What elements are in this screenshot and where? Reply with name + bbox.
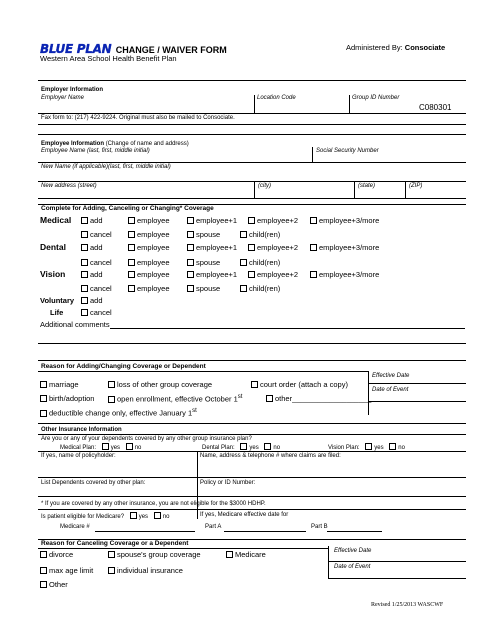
marriage-checkbox[interactable]: marriage (40, 380, 79, 389)
checkbox-icon (310, 217, 317, 224)
medical-cancel-children-checkbox[interactable]: child(ren) (240, 230, 280, 239)
medicare-eligible-yes[interactable]: yes (130, 514, 148, 520)
loss-coverage-checkbox[interactable]: loss of other group coverage (108, 380, 212, 389)
part-b-field[interactable] (327, 531, 382, 532)
medical-add-checkbox[interactable]: add (81, 216, 103, 225)
checkbox-icon (126, 443, 133, 450)
reason-cancel-section-title: Reason for Canceling Coverage or a Dependent (41, 540, 189, 547)
checkbox-icon (389, 443, 396, 450)
checkbox-icon (248, 217, 255, 224)
administered-label: Administered By: (346, 43, 403, 52)
cancel-other-checkbox[interactable]: Other (40, 580, 68, 589)
checkbox-icon (81, 271, 88, 278)
medical-cancel-spouse-checkbox[interactable]: spouse (187, 230, 220, 239)
dental-cancel-children-checkbox[interactable]: child(ren) (240, 258, 280, 267)
dental-plan-yes[interactable]: yes (240, 445, 258, 451)
vision-plan-row: Vision Plan: yes no (328, 445, 405, 451)
checkbox-icon (40, 410, 47, 417)
medical-plan-yes[interactable]: yes (102, 445, 120, 451)
employer-name-label: Employer Name (41, 95, 85, 101)
medical-plan-no[interactable]: no (126, 445, 142, 451)
checkbox-icon (240, 231, 247, 238)
vision-cancel-spouse-checkbox[interactable]: spouse (187, 284, 220, 293)
ssn-label: Social Security Number (316, 148, 379, 154)
group-id-value[interactable]: C080301 (419, 103, 452, 112)
other-reason-checkbox[interactable]: other___________________ (266, 394, 371, 403)
checkbox-icon (187, 271, 194, 278)
dental-employee-plus3-checkbox[interactable]: employee+3/more (310, 243, 379, 252)
dental-employee-checkbox[interactable]: employee (128, 243, 170, 252)
divider (368, 401, 466, 402)
employee-section-title: Employee Information (41, 141, 105, 147)
dental-plan-row: Dental Plan: yes no (202, 445, 281, 451)
vision-add-checkbox[interactable]: add (81, 270, 103, 279)
comments-label: Additional comments (40, 320, 110, 329)
coverage-section-title: Complete for Adding, Canceling or Changing* Coverage (41, 205, 214, 212)
date-of-event-label: Date of Event (372, 387, 409, 393)
dental-employee-plus2-checkbox[interactable]: employee+2 (248, 243, 298, 252)
blue-plan-logo: BLUE PLAN (40, 42, 112, 56)
divider (254, 95, 255, 113)
checkbox-icon (187, 259, 194, 266)
revision-note: Revised 1/25/2013 WASCWF (371, 602, 444, 608)
medicare-effective-label: If yes, Medicare effective date for (200, 512, 289, 518)
divider (368, 371, 369, 415)
medical-label: Medical (40, 215, 72, 225)
voluntary-cancel-checkbox[interactable]: cancel (81, 308, 112, 317)
divider (38, 124, 466, 125)
spouse-group-coverage-checkbox[interactable]: spouse's group coverage (108, 550, 201, 559)
checkbox-icon (40, 567, 47, 574)
checkbox-icon (248, 244, 255, 251)
divider (368, 383, 466, 384)
form-title: CHANGE / WAIVER FORM (115, 45, 227, 55)
checkbox-icon (40, 581, 47, 588)
plan-name: Western Area School Health Benefit Plan (40, 54, 177, 63)
dental-cancel-spouse-checkbox[interactable]: spouse (187, 258, 220, 267)
administrator-name: Consociate (404, 43, 446, 52)
medical-cancel-employee-checkbox[interactable]: employee (128, 230, 170, 239)
divider (38, 134, 466, 135)
checkbox-icon (128, 217, 135, 224)
divider (38, 451, 466, 452)
vision-employee-plus3-checkbox[interactable]: employee+3/more (310, 270, 379, 279)
vision-cancel-children-checkbox[interactable]: child(ren) (240, 284, 280, 293)
divider (38, 548, 328, 549)
medicare-eligible-no[interactable]: no (154, 514, 170, 520)
employer-section-title: Employer Information (41, 87, 104, 93)
voluntary-label: Voluntary (40, 296, 75, 305)
checkbox-icon (81, 309, 88, 316)
checkbox-icon (81, 285, 88, 292)
employee-section-note: (Change of name and address) (105, 141, 189, 147)
deductible-change-checkbox[interactable]: deductible change only, effective January 1st (40, 408, 197, 418)
vision-label: Vision (40, 269, 66, 279)
divider (328, 546, 329, 578)
medical-employee-plus3-checkbox[interactable]: employee+3/more (310, 216, 379, 225)
vision-employee-checkbox[interactable]: employee (128, 270, 170, 279)
checkbox-icon (251, 381, 258, 388)
medical-employee-plus2-checkbox[interactable]: employee+2 (248, 216, 298, 225)
voluntary-add-checkbox[interactable]: add (81, 296, 103, 305)
vision-plan-yes[interactable]: yes (365, 445, 383, 451)
divider (38, 423, 466, 424)
state-label: (state) (358, 183, 376, 189)
new-name-label: New Name (if applicable)(last, first, middle initial) (41, 164, 171, 170)
cancel-effective-date-label: Effective Date (334, 548, 372, 554)
divider (38, 509, 466, 510)
checkbox-icon (81, 217, 88, 224)
dental-plan-no[interactable]: no (264, 445, 280, 451)
medicare-eligible-row: Is patient eligible for Medicare? yes no (41, 514, 170, 520)
vision-employee-plus1-checkbox[interactable]: employee+1 (187, 270, 237, 279)
employee-name-label: Employee Name (last, first, middle initial) (41, 148, 150, 154)
effective-date-label: Effective Date (372, 373, 410, 379)
dental-add-checkbox[interactable]: add (81, 243, 103, 252)
divider (38, 162, 466, 163)
divider (38, 477, 466, 478)
checkbox-icon (128, 271, 135, 278)
checkbox-icon (240, 259, 247, 266)
divider (38, 198, 466, 199)
divider (38, 371, 368, 372)
employee-section-heading (41, 141, 189, 147)
medical-employee-plus1-checkbox[interactable]: employee+1 (187, 216, 237, 225)
court-order-checkbox[interactable]: court order (attach a copy) (251, 380, 348, 389)
divider (38, 360, 466, 361)
divider (38, 434, 466, 435)
other-insurance-question: Are you or any of your dependents covered by any other group insurance plan? (41, 436, 252, 442)
checkbox-icon (40, 381, 47, 388)
fax-note: Fax form to: (217) 422-9224. Original must also be mailed to Consociate. (41, 115, 235, 121)
checkbox-icon (40, 395, 47, 402)
divider (354, 181, 355, 198)
checkbox-icon (154, 512, 161, 519)
dependents-label: List Dependents covered by other plan: (41, 480, 146, 486)
divider (328, 561, 466, 562)
dental-cancel-checkbox[interactable]: cancel (81, 258, 112, 267)
address-label: New address (street) (41, 183, 97, 189)
medical-cancel-checkbox[interactable]: cancel (81, 230, 112, 239)
checkbox-icon (128, 259, 135, 266)
comments-line[interactable] (110, 328, 465, 329)
checkbox-icon (128, 244, 135, 251)
checkbox-icon (310, 271, 317, 278)
dental-label: Dental (40, 242, 66, 252)
divider (38, 496, 466, 497)
administered-by (346, 43, 445, 52)
divider (405, 181, 406, 198)
checkbox-icon (81, 297, 88, 304)
checkbox-icon (248, 271, 255, 278)
dental-employee-plus1-checkbox[interactable]: employee+1 (187, 243, 237, 252)
divider (254, 181, 255, 198)
checkbox-icon (240, 443, 247, 450)
checkbox-icon (240, 285, 247, 292)
checkbox-icon (264, 443, 271, 450)
part-a-label: Part A (205, 524, 222, 530)
divorce-checkbox[interactable]: divorce (40, 550, 73, 559)
divider (38, 181, 466, 182)
checkbox-icon (108, 567, 115, 574)
checkbox-icon (187, 231, 194, 238)
checkbox-icon (81, 259, 88, 266)
individual-insurance-checkbox[interactable]: individual insurance (108, 566, 183, 575)
divider (328, 578, 466, 579)
max-age-limit-checkbox[interactable]: max age limit (40, 566, 93, 575)
checkbox-icon (102, 443, 109, 450)
medicare-number-field[interactable] (95, 531, 195, 532)
other-insurance-section-title: Other Insurance Information (41, 427, 122, 433)
divider (349, 95, 350, 113)
checkbox-icon (128, 285, 135, 292)
policy-id-label: Policy or ID Number: (200, 480, 256, 486)
vision-plan-no[interactable]: no (389, 445, 405, 451)
medical-employee-checkbox[interactable]: employee (128, 216, 170, 225)
part-a-field[interactable] (224, 531, 306, 532)
hdhp-note: * If you are covered by any other insurance, you are not eligible for the $3000 HDHP. (41, 501, 266, 507)
location-code-label: Location Code (257, 95, 296, 101)
checkbox-icon (365, 443, 372, 450)
dental-cancel-employee-checkbox[interactable]: employee (128, 258, 170, 267)
medicare-checkbox[interactable]: Medicare (226, 550, 266, 559)
checkbox-icon (40, 551, 47, 558)
city-label: (city) (258, 183, 271, 189)
vision-cancel-employee-checkbox[interactable]: employee (128, 284, 170, 293)
life-label: Life (50, 308, 64, 317)
policyholder-label: If yes, name of policyholder: (41, 453, 116, 459)
vision-cancel-checkbox[interactable]: cancel (81, 284, 112, 293)
comments-line[interactable] (38, 343, 466, 344)
checkbox-icon (187, 285, 194, 292)
open-enrollment-checkbox[interactable]: open enrollment, effective October 1st (108, 394, 242, 404)
divider (312, 147, 313, 162)
checkbox-icon (108, 551, 115, 558)
checkbox-icon (108, 396, 115, 403)
medical-plan-row: Medical Plan: yes no (60, 445, 142, 451)
divider (38, 80, 466, 81)
checkbox-icon (266, 395, 273, 402)
medicare-number-label: Medicare # (60, 524, 90, 530)
part-b-label: Part B (311, 524, 328, 530)
zip-label: (ZIP) (409, 183, 423, 189)
reason-add-section-title: Reason for Adding/Changing Coverage or Dependent (41, 363, 206, 370)
group-id-label: Group ID Number (352, 95, 400, 101)
checkbox-icon (187, 217, 194, 224)
checkbox-icon (226, 551, 233, 558)
checkbox-icon (81, 231, 88, 238)
checkbox-icon (130, 512, 137, 519)
cancel-date-of-event-label: Date of Event (334, 564, 371, 570)
vision-employee-plus2-checkbox[interactable]: employee+2 (248, 270, 298, 279)
divider (38, 113, 466, 114)
claims-address-label: Name, address & telephone # where claims are filed: (200, 453, 341, 459)
checkbox-icon (108, 381, 115, 388)
checkbox-icon (81, 244, 88, 251)
checkbox-icon (128, 231, 135, 238)
birth-adoption-checkbox[interactable]: birth/adoption (40, 394, 94, 403)
checkbox-icon (310, 244, 317, 251)
checkbox-icon (187, 244, 194, 251)
